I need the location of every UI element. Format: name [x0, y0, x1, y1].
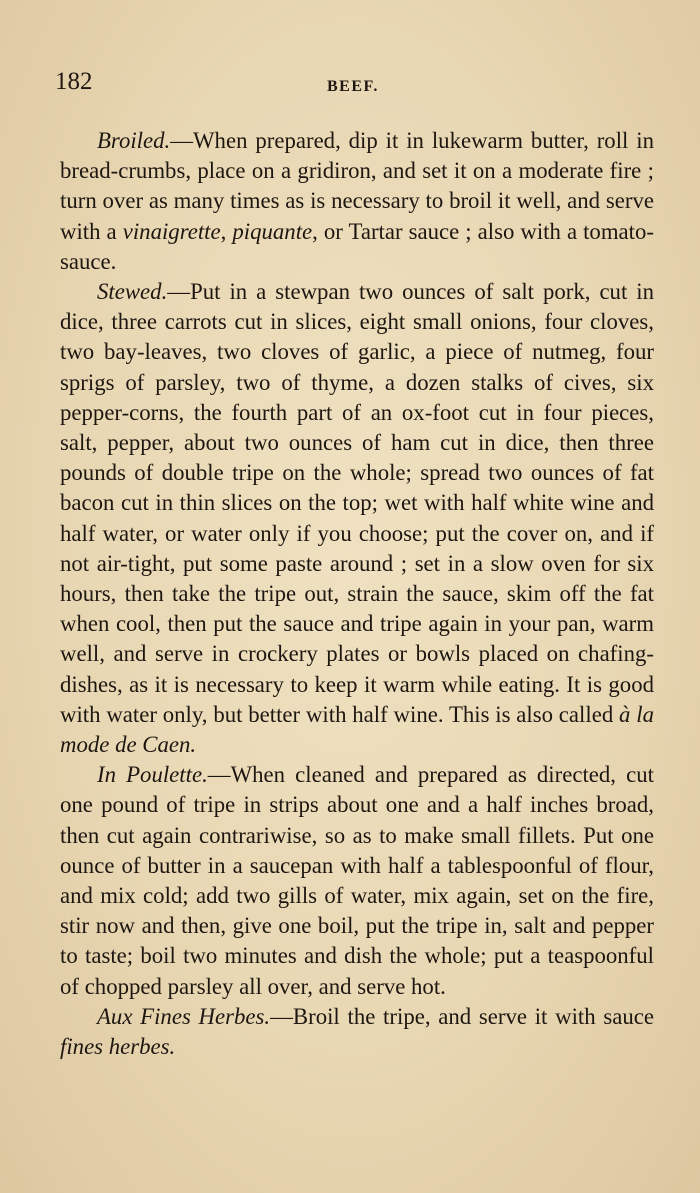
paragraph-stewed [60, 277, 654, 760]
text-run: —Put in a stewpan two ounces of salt pork, cut in dice, three carrots cut in slices, eight small onions, four cloves, two bay-leaves, two cloves of garlic, a piece of nutmeg, four sprigs of parsley, two of thyme, a dozen stalks of cives, six pepper-corns, the fourth part of an ox-foot cut in four pieces, salt, pepper, about two ounces of ham cut in dice, then three pounds of double tripe on the whole; spread two ounces of fat bacon cut in thin slices on the top; wet with half white wine and half water, or water only if you choose; put the cover on, and if not air-tight, put some paste around ; set in a slow oven for six hours, then take the tripe out, strain the sauce, skim off the fat when cool, then put the sauce and tripe again in your pan, warm well, and serve in crockery plates or bowls placed on chafing-dishes, as it is necessary to keep it warm while eating. It is good with water only, but better with half wine. This is also called [60, 279, 654, 727]
page-header [55, 68, 653, 104]
text-run: , or Tartar sauce ; also with a tomato-sauce. [60, 218, 654, 274]
paragraph-heading: Stewed. [97, 279, 168, 305]
text-run: —When prepared, dip it in lukewarm butter, roll in bread-crumbs, place on a gridiron, and set it on a moderate fire ; turn over as many times as is necessary to broil it well, and serve with a [60, 128, 654, 244]
paragraph-heading: Broiled. [97, 128, 171, 153]
text-run-italic: piquante [232, 218, 313, 244]
text-run-italic: vinaigrette [122, 218, 221, 244]
paragraph-heading: Aux Fines Herbes. [97, 1003, 271, 1029]
paragraph-in-poulette [60, 760, 654, 1002]
text-run-italic: fines herbes. [60, 1034, 176, 1060]
running-head: BEEF. [327, 78, 379, 95]
paragraph-aux-fines-herbes [60, 1002, 654, 1062]
text-run: —Broil the tripe, and serve it with sauce [270, 1003, 655, 1029]
body-text [60, 126, 654, 1062]
text-run-italic: à la mode de Caen. [60, 701, 654, 758]
text-run: , [220, 218, 233, 244]
page-number: 182 [55, 68, 93, 95]
paragraph-broiled [60, 126, 654, 277]
text-run: —When cleaned and prepared as directed, cut one pound of tripe in strips about one and a half inches broad, then cut again contrariwise, so as to make small fillets. Put one ounce of butter in a saucepan with half a tablespoonful of flour, and mix cold; add two gills of water, mix again, set on the fire, stir now and then, give one boil, put the tripe in, salt and pepper to taste; boil two minutes and dish the whole; put a teaspoonful of chopped parsley all over, and serve hot. [60, 762, 654, 999]
paragraph-heading: In Poulette. [97, 762, 208, 788]
